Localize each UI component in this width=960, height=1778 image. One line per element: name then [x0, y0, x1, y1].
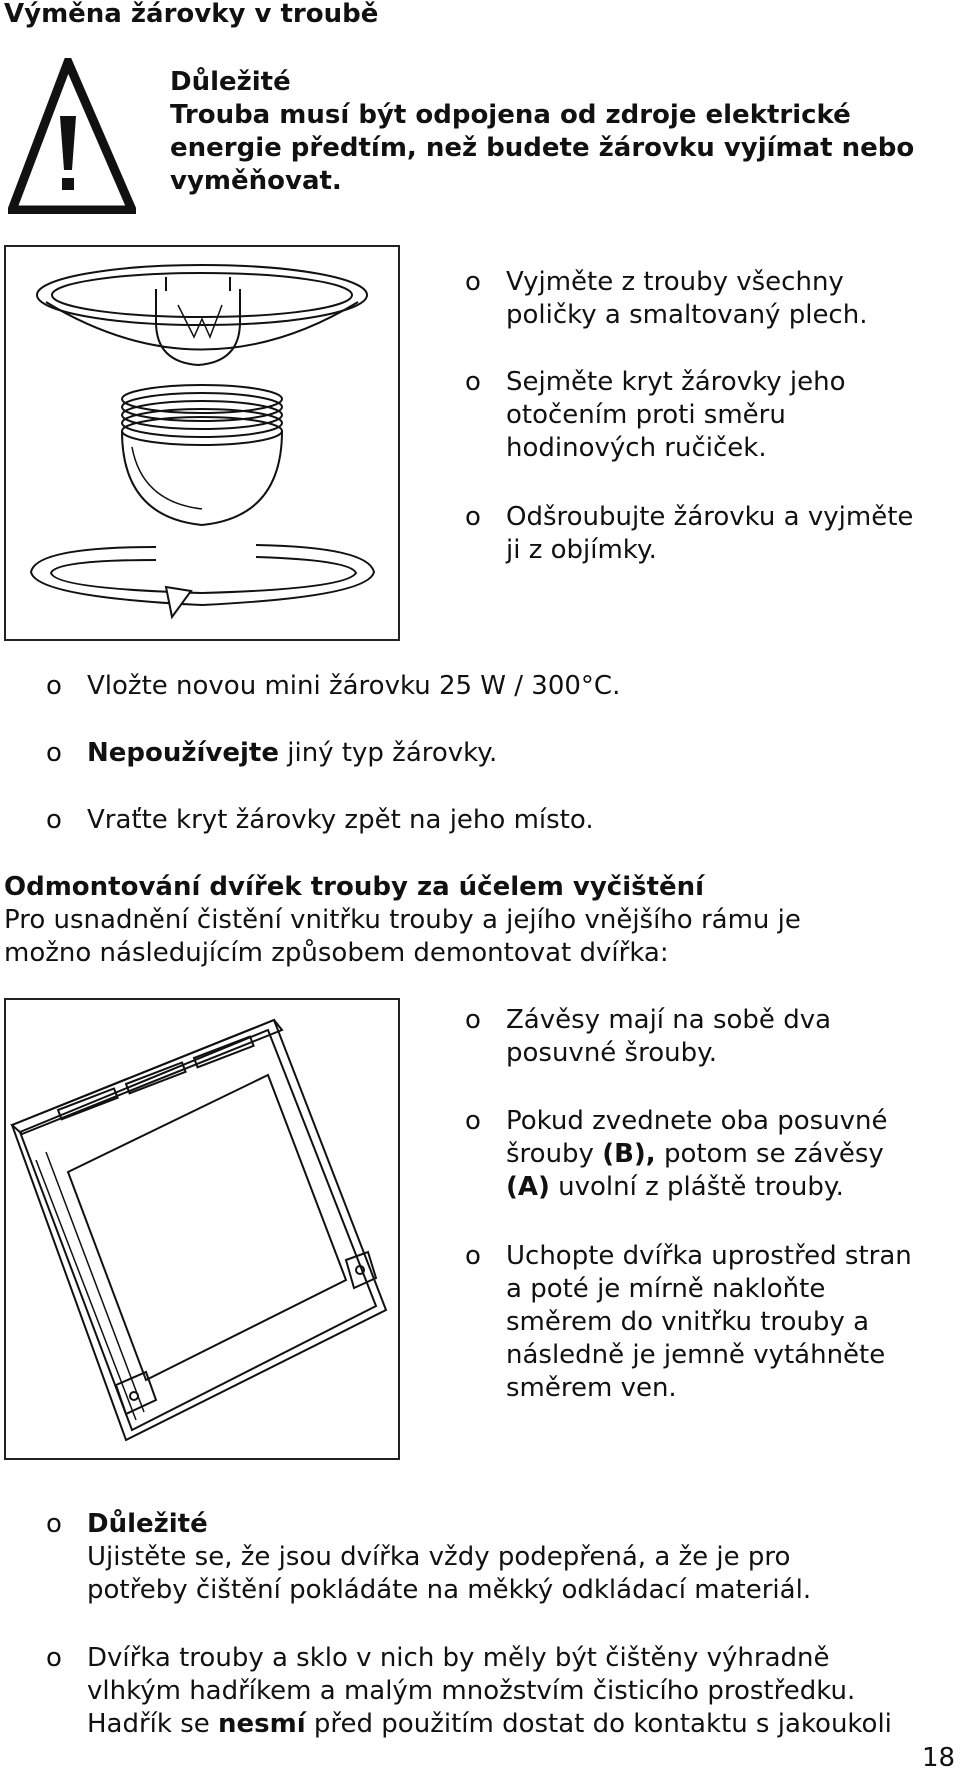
bulb-illustration-frame — [4, 245, 400, 641]
warning-line: Trouba musí být odpojena od zdroje elektrické — [170, 100, 851, 130]
section-title: Odmontování dvířek trouby za účelem vyčištění — [4, 872, 705, 902]
door-step-text: Závěsy mají na sobě dva — [506, 1005, 832, 1035]
door-illustration-frame — [4, 998, 400, 1460]
door-step-text: Uchopte dvířka uprostřed stran — [506, 1241, 912, 1271]
important-line: Ujistěte se, že jsou dvířka vždy podepřená, a že je pro — [87, 1542, 791, 1572]
clean-line: Dvířka trouby a sklo v nich by měly být čištěny výhradně — [87, 1643, 830, 1673]
section-intro-line: možno následujícím způsobem demontovat dvířka: — [4, 938, 669, 968]
step-rest: jiný typ žárovky. — [278, 738, 498, 768]
door-step-text: Pokud zvednete oba posuvné — [506, 1106, 888, 1136]
bulb-step-replace: Vraťte kryt žárovky zpět na jeho místo. — [87, 805, 594, 835]
text-run: uvolní z pláště trouby. — [549, 1172, 844, 1202]
bulb-step-text: hodinových ručiček. — [506, 433, 767, 463]
door-step-text: směrem do vnitřku trouby a — [506, 1307, 870, 1337]
bullet-marker: o — [465, 1106, 481, 1136]
bulb-step-text: Vyjměte z trouby všechny — [506, 267, 844, 297]
text-run: šrouby — [506, 1139, 603, 1169]
text-run: před použitím dostat do kontaktu s jakoukoli — [305, 1709, 892, 1739]
label-a: (A) — [506, 1172, 550, 1202]
door-step-text: následně je jemně vytáhněte — [506, 1340, 886, 1370]
clean-line — [87, 1708, 892, 1742]
label-b: (B), — [602, 1139, 656, 1169]
bullet-marker: o — [46, 805, 62, 835]
door-step-text: směrem ven. — [506, 1373, 677, 1403]
oven-door-illustration — [6, 1000, 398, 1458]
warning-heading: Důležité — [170, 67, 291, 97]
door-step-text — [506, 1171, 844, 1205]
text-run: potom se závěsy — [655, 1139, 884, 1169]
bold-term: nesmí — [218, 1709, 306, 1739]
page-title: Výměna žárovky v troubě — [4, 0, 379, 29]
clean-line: vlhkým hadříkem a malým množstvím čisticího prostředku. — [87, 1676, 856, 1706]
text-run: Hadřík se — [87, 1709, 219, 1739]
warning-line: vyměňovat. — [170, 166, 342, 196]
bulb-step-no-other — [87, 737, 497, 771]
bulb-step-text: Odšroubujte žárovku a vyjměte — [506, 502, 914, 532]
bullet-marker: o — [465, 502, 481, 532]
door-step-text: a poté je mírně nakloňte — [506, 1274, 826, 1304]
bulb-step-text: ji z objímky. — [506, 535, 657, 565]
warning-triangle-icon — [8, 58, 136, 214]
bullet-marker: o — [465, 1005, 481, 1035]
bold-term: Nepoužívejte — [87, 738, 279, 768]
door-step-text: posuvné šrouby. — [506, 1038, 718, 1068]
bullet-marker: o — [46, 671, 62, 701]
bullet-marker: o — [465, 267, 481, 297]
bullet-marker: o — [46, 1509, 62, 1539]
bullet-marker: o — [465, 367, 481, 397]
bullet-marker: o — [46, 1643, 62, 1673]
bulb-step-text: otočením proti směru — [506, 400, 786, 430]
bullet-marker: o — [465, 1241, 481, 1271]
warning-line: energie předtím, než budete žárovku vyjímat nebo — [170, 133, 915, 163]
important-heading: Důležité — [87, 1509, 208, 1539]
important-line: potřeby čištění pokládáte na měkký odkládací materiál. — [87, 1575, 812, 1605]
bulb-step-text: Sejměte kryt žárovky jeho — [506, 367, 846, 397]
bulb-step-insert: Vložte novou mini žárovku 25 W / 300°C. — [87, 671, 621, 701]
section-intro-line: Pro usnadnění čistění vnitřku trouby a jejího vnějšího rámu je — [4, 905, 801, 935]
bullet-marker: o — [46, 738, 62, 768]
page-number: 18 — [922, 1743, 956, 1773]
bulb-step-text: poličky a smaltovaný plech. — [506, 300, 868, 330]
door-step-text — [506, 1138, 884, 1172]
oven-bulb-cover-illustration — [6, 247, 398, 639]
